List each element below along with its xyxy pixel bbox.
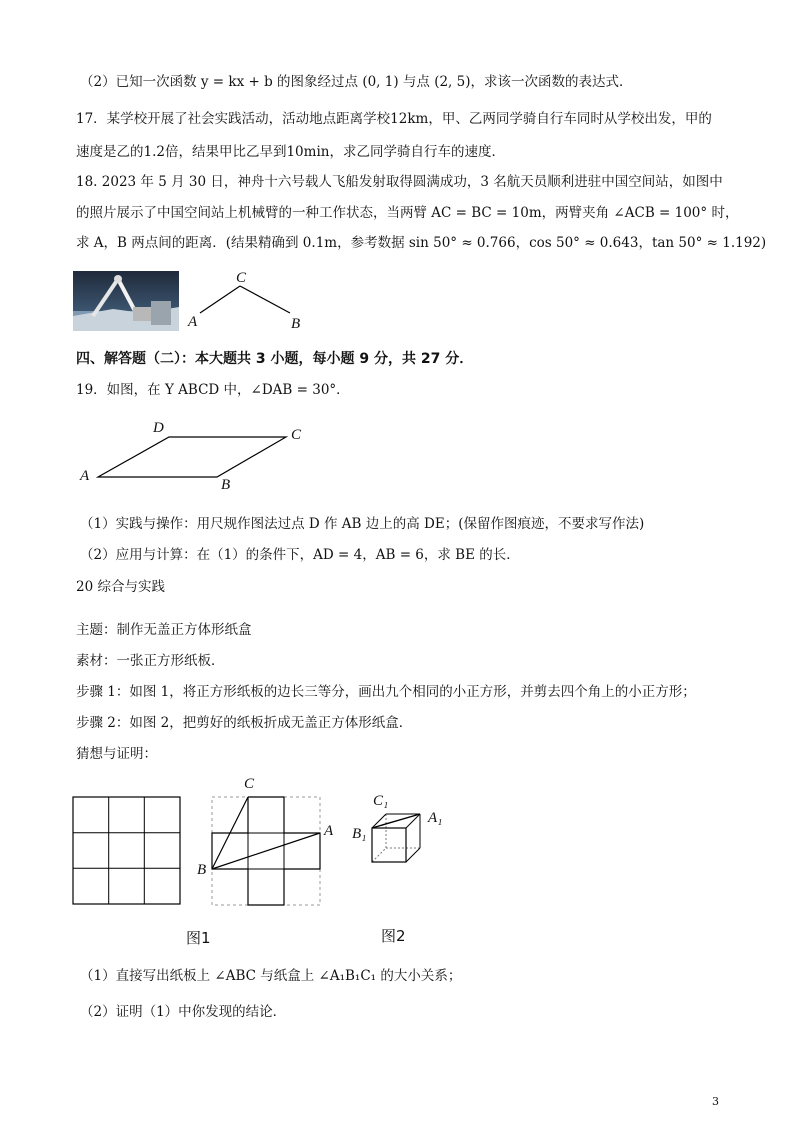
line-19-2: （2）应用与计算：在（1）的条件下，AD = 4，AB = 6，求 BE 的长． <box>80 547 520 563</box>
fig1-label-b: B <box>197 862 207 878</box>
fig1-label-c: C <box>244 776 255 792</box>
line-19: 19．如图，在 Y ABCD 中，∠DAB = 30°． <box>76 382 350 398</box>
step-2-line: 步骤 2：如图 2，把剪好的纸板折成无盖正方体形纸盒． <box>76 715 413 731</box>
figure-19-parallelogram <box>80 420 320 500</box>
section-4-heading: 四、解答题（二）：本大题共 3 小题，每小题 9 分，共 27 分． <box>76 351 474 367</box>
fig2-label-a1: A₁ <box>428 810 443 826</box>
segment-ca <box>200 286 240 313</box>
caption-figure-2: 图2 <box>381 927 406 945</box>
fig19-label-a: A <box>80 468 90 484</box>
fig18-label-a: A <box>188 314 198 330</box>
question-20-2: （2）证明（1）中你发现的结论． <box>80 1004 287 1020</box>
segment-cb <box>240 286 290 313</box>
theme-line: 主题：制作无盖正方体形纸盒 <box>76 622 252 638</box>
figure-1-cross <box>210 795 340 907</box>
material-line: 素材：一张正方形纸板． <box>76 653 225 669</box>
fig19-label-c: C <box>291 427 302 443</box>
question-20-1: （1）直接写出纸板上 ∠ABC 与纸盒上 ∠A₁B₁C₁ 的大小关系； <box>80 968 462 984</box>
fig18-label-c: C <box>236 270 247 286</box>
line-18-a: 18. 2023 年 5 月 30 日，神舟十六号载人飞船发射取得圆满成功，3 名航天员顺利进驻中国空间站，如图中 <box>76 174 723 190</box>
fig19-label-b: B <box>221 477 231 493</box>
fig18-label-b: B <box>291 316 301 332</box>
line-18-b: 的照片展示了中国空间站上机械臂的一种工作状态，当两臂 AC = BC = 10m，两臂夹角 ∠ACB = 100° 时， <box>76 205 739 221</box>
line-18-c: 求 A，B 两点间的距离．(结果精确到 0.1m，参考数据 sin 50° ≈ 0.766，cos 50° ≈ 0.643，tan 50° ≈ 1.192) <box>76 235 767 251</box>
fig19-label-d: D <box>153 420 164 436</box>
line-16-2: （2）已知一次函数 y = kx + b 的图象经过点 (0, 1) 与点 (2, 5)，求该一次函数的表达式． <box>80 74 633 90</box>
line-17-a: 17．某学校开展了社会实践活动，活动地点距离学校12km，甲、乙两同学骑自行车同时从学校出发，甲的 <box>76 111 712 127</box>
fig2-label-b1: B₁ <box>352 826 367 842</box>
line-17-b: 速度是乙的1.2倍，结果甲比乙早到10min，求乙同学骑自行车的速度． <box>76 144 505 160</box>
fig1-label-a: A <box>324 823 334 839</box>
figure-1-grid <box>72 796 182 906</box>
caption-figure-1: 图1 <box>186 929 211 947</box>
fig2-label-c1: C₁ <box>373 793 389 809</box>
line-19-1: （1）实践与操作：用尺规作图法过点 D 作 AB 边上的高 DE；(保留作图痕迹，不要求写作法) <box>80 516 645 532</box>
page-number: 3 <box>712 1095 719 1108</box>
line-20: 20 综合与实践 <box>76 579 165 595</box>
space-station-arm-photo <box>73 271 179 331</box>
parallelogram-abcd <box>98 437 286 477</box>
step-1-line: 步骤 1：如图 1，将正方形纸板的边长三等分，画出九个相同的小正方形，并剪去四个角上的小正方形； <box>76 684 696 700</box>
guess-line: 猜想与证明： <box>76 746 157 762</box>
